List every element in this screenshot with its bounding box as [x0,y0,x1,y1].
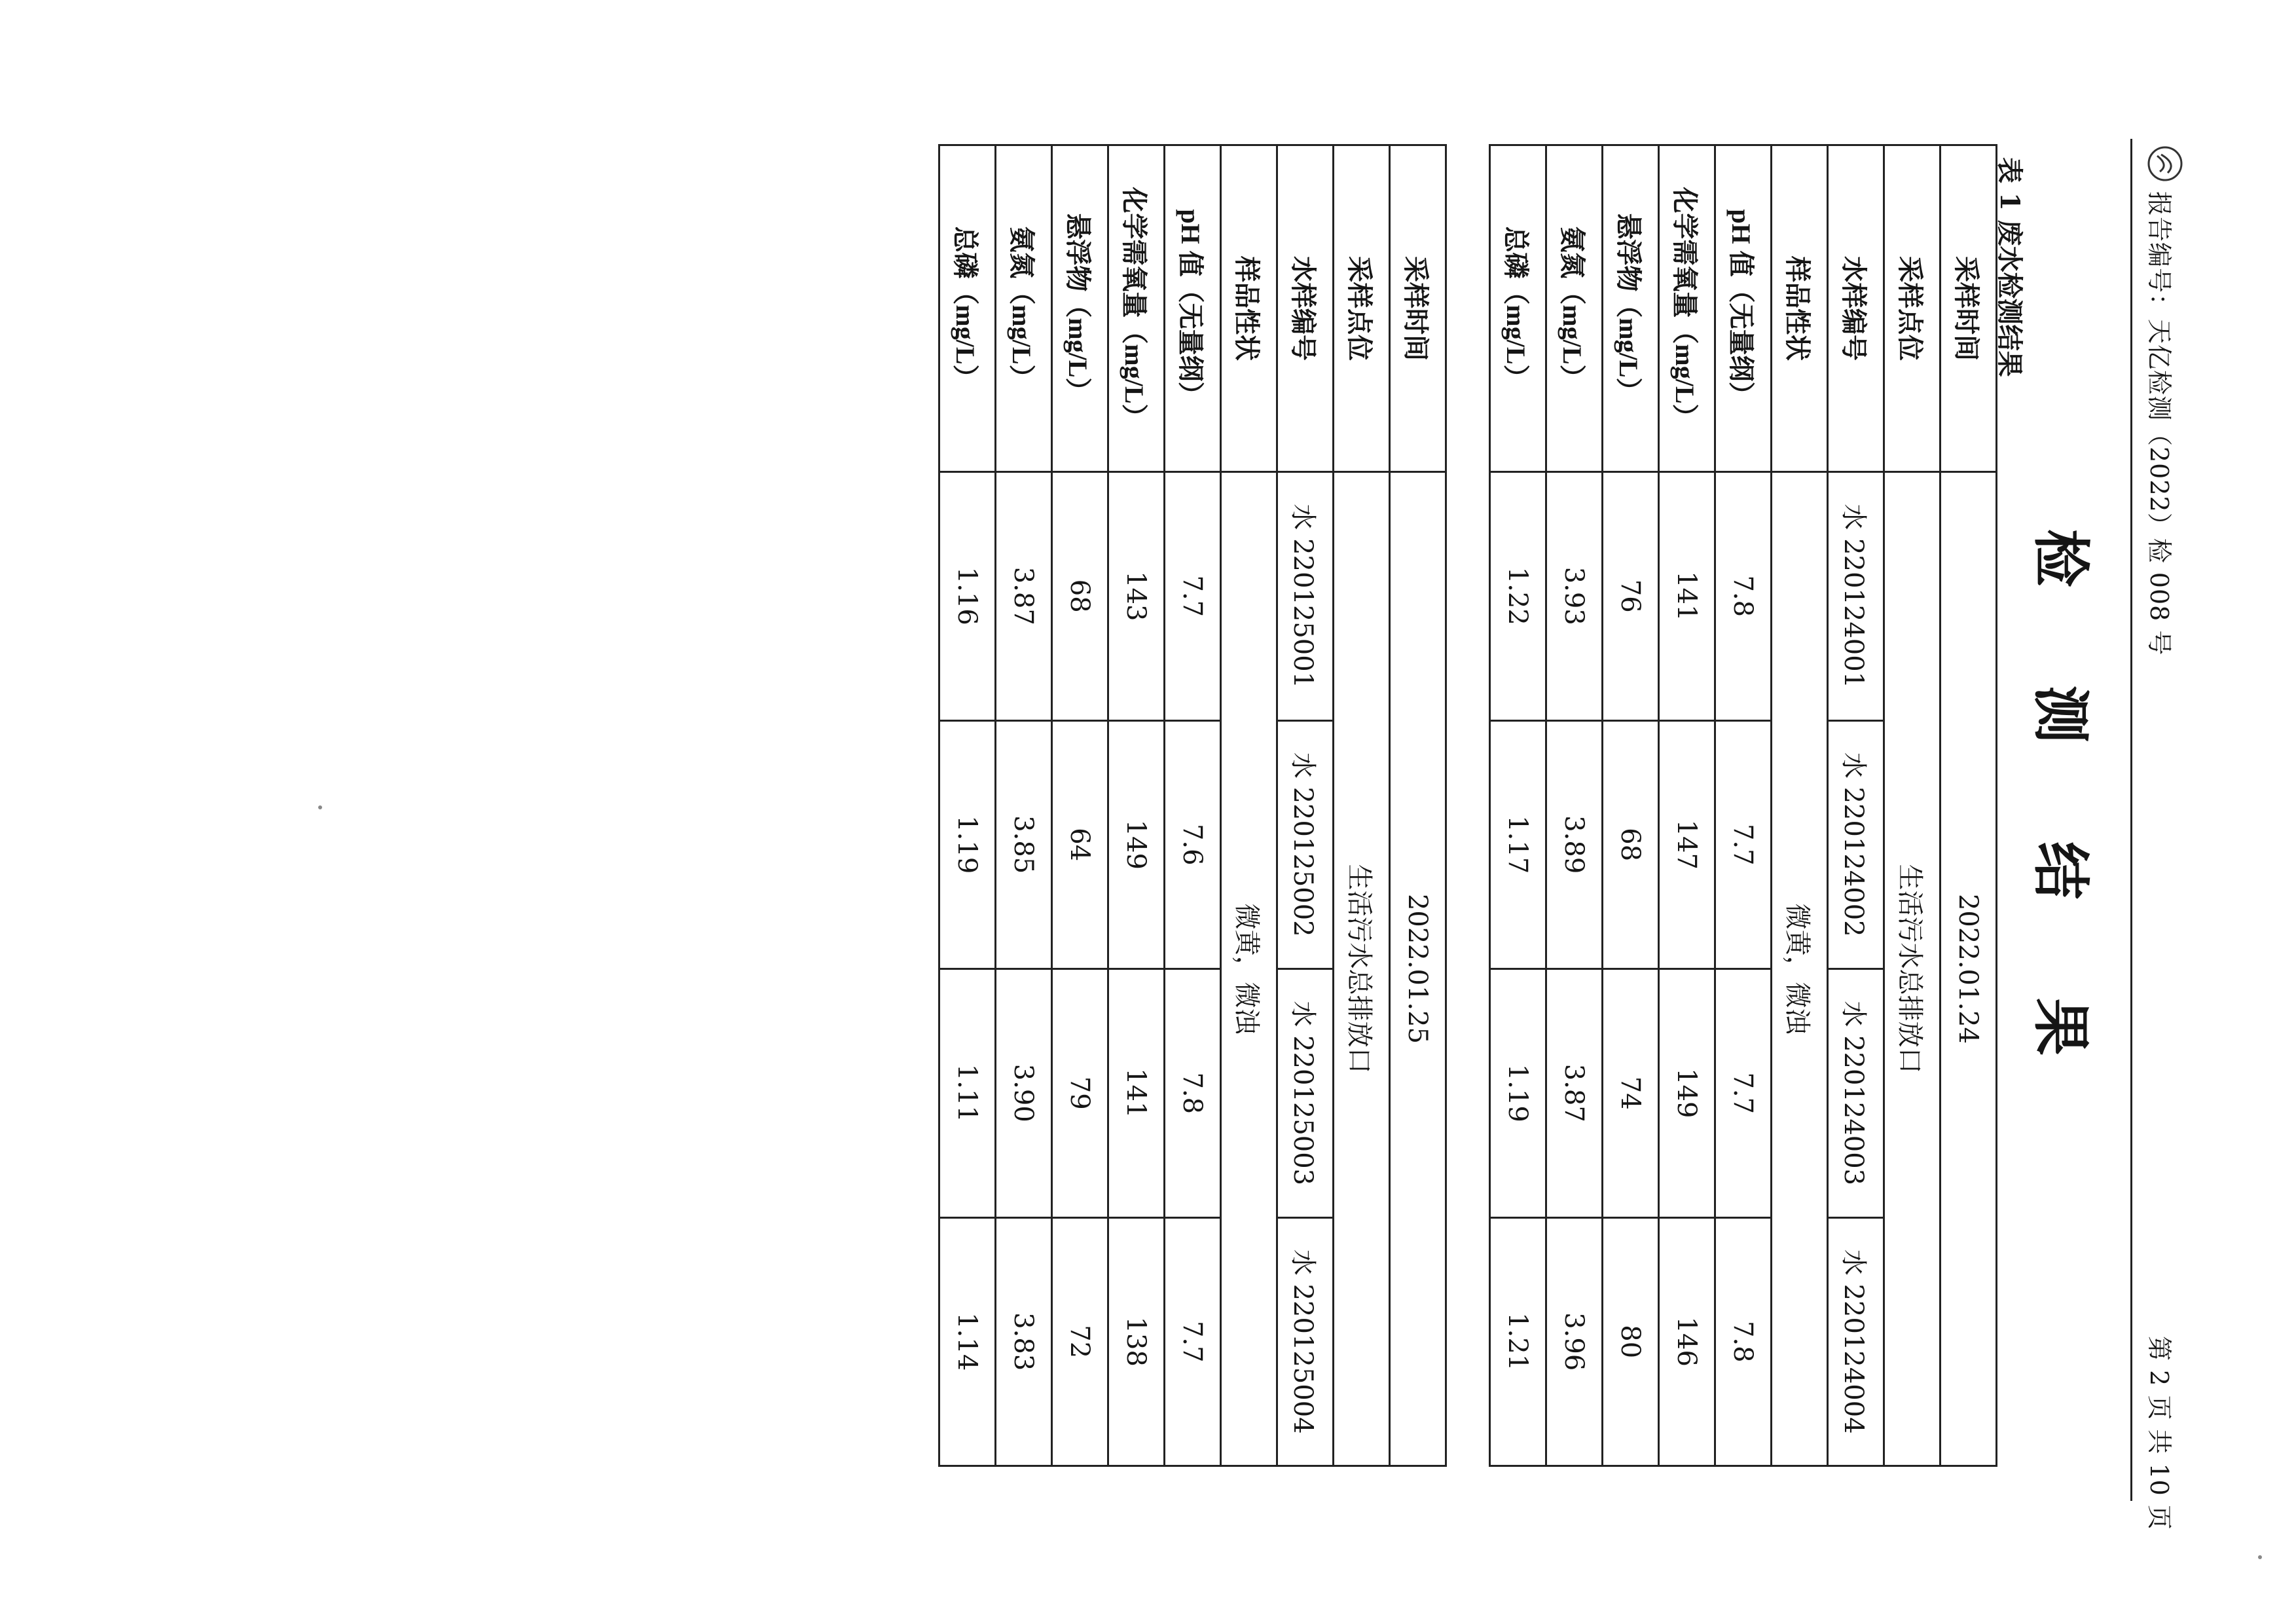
table-row [1334,145,1390,1466]
table-row [1715,145,1772,1466]
table-cell: 1.22 [1490,472,1546,721]
table-cell: 68 [1603,720,1659,969]
table-caption: 表 1 废水检测结果 [1994,157,2025,377]
table-cell: 1.17 [1490,720,1546,969]
table-cell: 1.19 [1490,969,1546,1218]
table-row [1828,145,1884,1466]
row-label: 采样点位 [1334,145,1390,472]
results-table-1 [1489,144,1997,1467]
table-cell: 149 [1659,969,1715,1218]
company-logo-icon [2147,145,2183,182]
row-label: 样品性状 [1221,145,1277,472]
row-label: 氨氮（mg/L） [1546,145,1603,472]
table-cell: 3.89 [1546,720,1603,969]
table-cell: 7.7 [1165,1217,1221,1466]
table-cell: 146 [1659,1217,1715,1466]
results-table-2 [938,144,1447,1467]
sampling-date: 2022.01.24 [1941,472,1997,1466]
row-label: 采样时间 [1390,145,1446,472]
row-label: 氨氮（mg/L） [996,145,1052,472]
table-cell: 72 [1052,1217,1108,1466]
table-cell: 7.7 [1715,969,1772,1218]
table-cell: 141 [1108,969,1165,1218]
row-label: 悬浮物（mg/L） [1052,145,1108,472]
sampling-site: 生活污水总排放口 [1884,472,1941,1466]
row-label: pH 值（无量纲） [1165,145,1221,472]
table-cell: 143 [1108,472,1165,721]
table-row [1390,145,1446,1466]
table-cell: 水 220124003 [1828,969,1884,1218]
table-cell: 74 [1603,969,1659,1218]
row-label: 采样点位 [1884,145,1941,472]
table-row [1277,145,1334,1466]
table-cell: 水 220125004 [1277,1217,1334,1466]
row-label: 采样时间 [1941,145,1997,472]
table-cell: 7.8 [1165,969,1221,1218]
scan-speck [2258,1555,2262,1559]
table-cell: 水 220125003 [1277,969,1334,1218]
table-row [1772,145,1828,1466]
report-number: 报告编号：天亿检测（2022）检 008 号 [2145,191,2174,656]
table-cell: 1.14 [939,1217,996,1466]
table-cell: 3.96 [1546,1217,1603,1466]
table-cell: 7.8 [1715,472,1772,721]
row-label: 样品性状 [1772,145,1828,472]
table-cell: 水 220125001 [1277,472,1334,721]
table-cell: 3.83 [996,1217,1052,1466]
row-label: 总磷（mg/L） [1490,145,1546,472]
table-cell: 138 [1108,1217,1165,1466]
table-row [1941,145,1997,1466]
table-cell: 141 [1659,472,1715,721]
page-title: 检 测 结 果 [2027,529,2095,1095]
sampling-site: 生活污水总排放口 [1334,472,1390,1466]
table-cell: 3.93 [1546,472,1603,721]
table-cell: 147 [1659,720,1715,969]
row-label: 化学需氧量（mg/L） [1659,145,1715,472]
table-cell: 3.85 [996,720,1052,969]
table-row [996,145,1052,1466]
table-row [1546,145,1603,1466]
table-row [939,145,996,1466]
table-cell: 149 [1108,720,1165,969]
sample-appearance: 微黄，微浊 [1772,472,1828,1466]
table-cell: 7.8 [1715,1217,1772,1466]
table-cell: 64 [1052,720,1108,969]
table-row [1884,145,1941,1466]
row-label: pH 值（无量纲） [1715,145,1772,472]
table-cell: 7.7 [1715,720,1772,969]
table-cell: 68 [1052,472,1108,721]
page-number: 第 2 页 共 10 页 [2145,1336,2174,1530]
sampling-date: 2022.01.25 [1390,472,1446,1466]
table-row [1603,145,1659,1466]
table-cell: 3.87 [1546,969,1603,1218]
table-row [1490,145,1546,1466]
table-cell: 1.19 [939,720,996,969]
table-row [1659,145,1715,1466]
row-label: 悬浮物（mg/L） [1603,145,1659,472]
table-row [1221,145,1277,1466]
table-cell: 7.7 [1165,472,1221,721]
table-cell: 1.16 [939,472,996,721]
table-cell: 水 220124001 [1828,472,1884,721]
header-rule [2130,139,2132,1501]
sample-appearance: 微黄，微浊 [1221,472,1277,1466]
row-label: 水样编号 [1277,145,1334,472]
row-label: 水样编号 [1828,145,1884,472]
row-label: 总磷（mg/L） [939,145,996,472]
table-cell: 79 [1052,969,1108,1218]
table-row [1052,145,1108,1466]
table-cell: 3.87 [996,472,1052,721]
table-row [1165,145,1221,1466]
table-row [1108,145,1165,1466]
table-cell: 80 [1603,1217,1659,1466]
scan-speck [318,805,322,809]
table-cell: 水 220125002 [1277,720,1334,969]
table-cell: 水 220124002 [1828,720,1884,969]
table-cell: 3.90 [996,969,1052,1218]
table-cell: 1.11 [939,969,996,1218]
table-cell: 76 [1603,472,1659,721]
table-cell: 7.6 [1165,720,1221,969]
row-label: 化学需氧量（mg/L） [1108,145,1165,472]
table-cell: 1.21 [1490,1217,1546,1466]
table-cell: 水 220124004 [1828,1217,1884,1466]
